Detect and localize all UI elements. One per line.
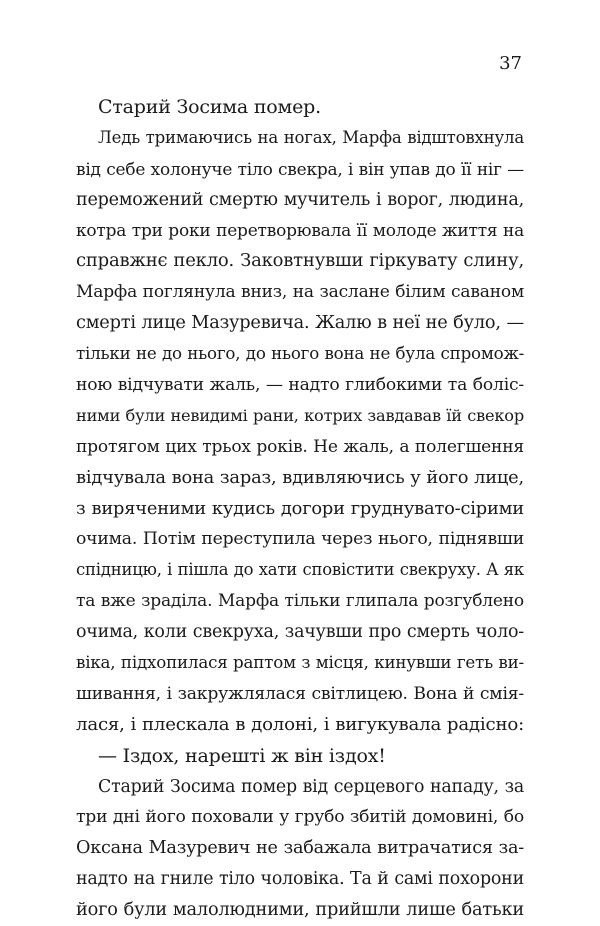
paragraph-line: котра три роки перетворювала її молоде життя на — [76, 220, 524, 241]
paragraph-line: Оксана Мазуревич не забажала витрачатися за- — [76, 838, 524, 859]
body-text — [76, 92, 524, 926]
paragraph-line: смерті лице Мазуревича. Жалю в неї не було, — — [76, 313, 524, 334]
paragraph-line: три дні його поховали у грубо збитій домовині, бо — [76, 807, 524, 828]
paragraph-line: справжнє пекло. Заковтнувши гіркувату слину, — [76, 250, 524, 272]
paragraph-line: переможений смертю мучитель і ворог, людина, — [76, 189, 524, 210]
paragraph-line: віка, підхопилася раптом з місця, кинувши геть ви- — [76, 653, 524, 673]
paragraph-line: очима. Потім переступила через нього, піднявши — [76, 529, 524, 550]
paragraph-line: Старий Зосима помер. — [98, 96, 321, 118]
paragraph-line: Марфа поглянула вниз, на заслане білим саваном — [76, 282, 524, 303]
paragraph-line: від себе холонуче тіло свекра, і він упав до її ніг — — [76, 158, 524, 179]
paragraph-line: з виряченими кудись догори груднувато-сірими — [76, 497, 524, 519]
page-number: 37 — [499, 53, 522, 74]
paragraph-line: очима, коли свекруха, зачувши про смерть чоло- — [76, 622, 524, 643]
paragraph-line: надто на гниле тіло чоловіка. Та й самі похорони — [76, 869, 524, 890]
paragraph-line: лася, і плескала в долоні, і вигукувала радісно: — [76, 713, 524, 735]
paragraph-line: його були малолюдними, прийшли лише батьки — [76, 900, 524, 921]
paragraph-line: Старий Зосима помер від серцевого нападу, за — [98, 776, 524, 797]
paragraph-line: спідницю, і пішла до хати сповістити свекруху. А як — [76, 560, 524, 580]
paragraph-line: ними були невидимі рани, котрих завдавав їй свекор — [76, 405, 524, 425]
paragraph-line: шивання, і закружлялася світлицею. Вона й смія- — [76, 683, 524, 704]
paragraph-line: Ледь тримаючись на ногах, Марфа відштовхнула — [98, 127, 524, 147]
paragraph-line: ною відчувати жаль, — надто глибокими та боліс- — [76, 375, 524, 396]
paragraph-line: та вже зраділа. Марфа тільки глипала розгублено — [76, 591, 524, 612]
paragraph-line: відчувала вона зараз, вдивляючись у його лице, — [76, 466, 524, 488]
paragraph-line: протягом цих трьох років. Не жаль, а полегшення — [76, 436, 524, 457]
dialogue-line: — Іздох, нарешті ж він іздох! — [98, 744, 386, 767]
paragraph-line: тільки не до нього, до нього вона не була спромож- — [76, 344, 524, 364]
